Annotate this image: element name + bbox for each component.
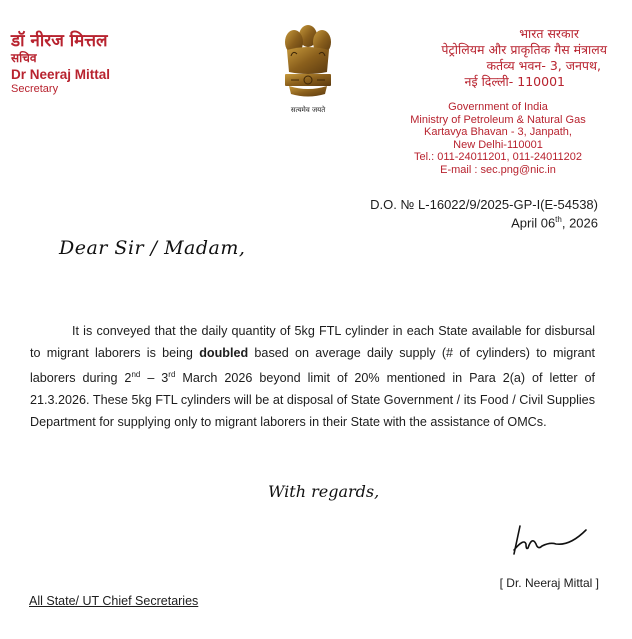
body-text-part3: – 3 [140, 371, 169, 386]
national-emblem-icon [279, 20, 337, 115]
body-text-part2: based on average daily supply (# of cylinders) to migrant laborers during 2 [30, 345, 595, 386]
body-sup-rd: rd [168, 370, 176, 380]
office-hi-line1: भारत सरकार [519, 26, 579, 41]
reference-block [370, 197, 598, 230]
letter-body [30, 321, 595, 433]
office-en-tel: Tel.: 011-24011201, 011-24011202 [414, 151, 582, 164]
body-sup-nd: nd [131, 370, 141, 380]
handwritten-signature [510, 520, 590, 570]
salutation: Dear Sir / Madam, [59, 237, 246, 259]
date-suffix: th [555, 215, 562, 224]
emblem-motto: सत्यमेव जयते [290, 106, 326, 114]
body-bold-word: doubled [199, 345, 249, 360]
office-address-english [398, 101, 598, 177]
office-address-hindi [357, 26, 607, 90]
sender-title-hindi: सचिव [11, 51, 37, 65]
letter-date [370, 212, 598, 230]
sender-title-english: Secretary [11, 83, 59, 95]
office-hi-line4: नई दिल्ली- 110001 [464, 74, 565, 89]
office-hi-line2: पेट्रोलियम और प्राकृतिक गैस मंत्रालय [441, 42, 607, 57]
body-text-part1: It is conveyed that the daily quantity of 5kg FTL cylinder in each State available for disbursal to migrant laborers is being [30, 324, 595, 360]
date-year: , 2026 [561, 215, 598, 231]
sender-name-hindi: डॉ नीरज मित्तल [11, 31, 108, 51]
date-month-day: April 06 [511, 215, 556, 231]
do-number: D.O. № L-16022/9/2025-GP-I(E-54538) [370, 197, 598, 212]
body-text-part4: March 2026 beyond limit of 20% mentioned in Para 2(a) of letter of 21.3.2026. These 5kg FTL cylinders will be at disposal of State Government / its Food / Civil Supplies Department for supplying only to migrant laborers in their State with the assistance of OMCs. [30, 371, 595, 429]
signatory-name: [ Dr. Neeraj Mittal ] [499, 576, 599, 590]
national-emblem [279, 20, 337, 115]
office-en-email: E-mail : sec.png@nic.in [440, 163, 556, 176]
office-hi-line3: कर्तव्य भवन- 3, जनपथ, [486, 58, 601, 73]
closing-regards: With regards, [268, 482, 380, 501]
office-en-line2: Ministry of Petroleum & Natural Gas [410, 113, 586, 126]
office-en-line1: Government of India [448, 101, 548, 113]
office-en-line4: New Delhi-110001 [453, 138, 543, 151]
office-en-line3: Kartavya Bhavan - 3, Janpath, [424, 126, 572, 139]
recipient-line: All State/ UT Chief Secretaries [29, 594, 199, 608]
sender-name-english: Dr Neeraj Mittal [11, 67, 111, 82]
